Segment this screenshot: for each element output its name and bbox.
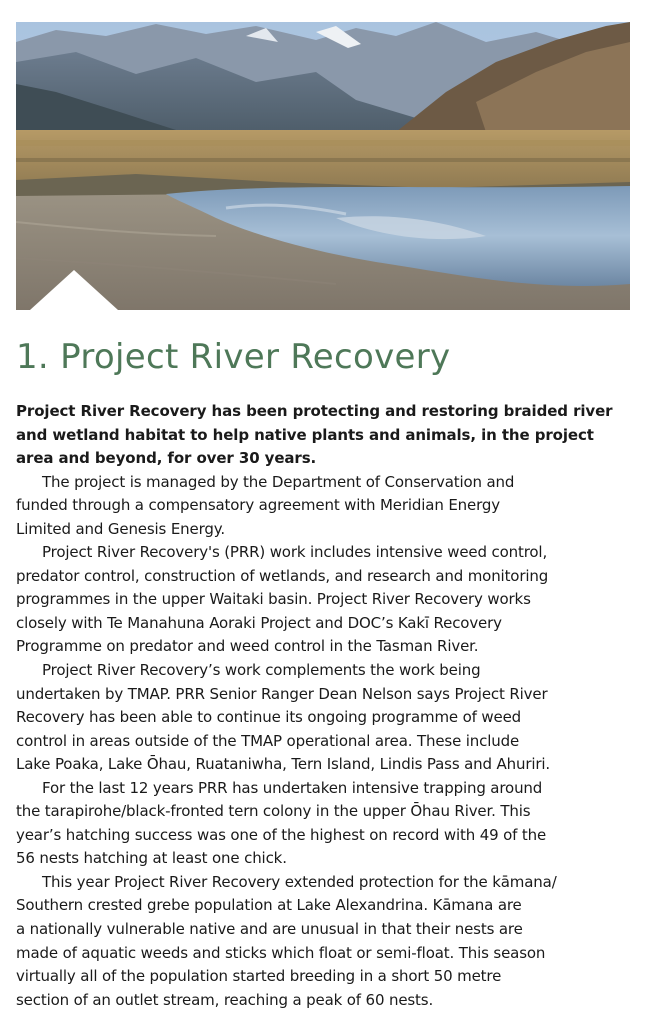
article-body xyxy=(16,400,636,1012)
paragraph-line: Programme on predator and weed control in the Tasman River. xyxy=(16,637,479,656)
paragraph-line: programmes in the upper Waitaki basin. Project River Recovery works xyxy=(16,590,531,609)
paragraph-line: 56 nests hatching at least one chick. xyxy=(16,849,287,868)
paragraph-line: predator control, construction of wetlands, and research and monitoring xyxy=(16,566,549,585)
lead-line: and wetland habitat to help native plants and animals, in the project xyxy=(16,425,594,444)
paragraph-line: Lake Poaka, Lake Ōhau, Ruataniwha, Tern Island, Lindis Pass and Ahuriri. xyxy=(16,755,551,774)
paragraph-line: undertaken by TMAP. PRR Senior Ranger Dean Nelson says Project River xyxy=(16,684,548,703)
paragraph-line: the tarapirohe/black-fronted tern colony in the upper Ōhau River. This xyxy=(16,802,531,821)
paragraph-line: Project River Recovery’s work complements the work being xyxy=(42,661,481,680)
lead-line: Project River Recovery has been protecting and restoring braided river xyxy=(16,402,613,420)
paragraph-line: closely with Te Manahuna Aoraki Project and DOC’s Kakī Recovery xyxy=(16,613,502,632)
paragraph-line: funded through a compensatory agreement with Meridian Energy xyxy=(16,496,500,515)
paragraph-line: Limited and Genesis Energy. xyxy=(16,519,225,538)
lead-line: area and beyond, for over 30 years. xyxy=(16,449,317,468)
paragraph-line: section of an outlet stream, reaching a peak of 60 nests. xyxy=(16,990,434,1009)
river-valley-photo xyxy=(16,22,630,310)
paragraph-line: This year Project River Recovery extended protection for the kāmana/ xyxy=(42,872,557,891)
paragraph-line: control in areas outside of the TMAP operational area. These include xyxy=(16,731,520,750)
paragraph-line: Project River Recovery's (PRR) work includes intensive weed control, xyxy=(42,543,548,562)
paragraph-line: year’s hatching success was one of the highest on record with 49 of the xyxy=(16,825,547,844)
paragraph-line: Southern crested grebe population at Lake Alexandrina. Kāmana are xyxy=(16,896,522,915)
page-title: 1. Project River Recovery xyxy=(16,337,451,377)
paragraph-line: virtually all of the population started breeding in a short 50 metre xyxy=(16,967,502,986)
paragraph-line: Recovery has been able to continue its ongoing programme of weed xyxy=(16,708,522,727)
paragraph-line: made of aquatic weeds and sticks which float or semi-float. This season xyxy=(16,943,546,962)
paragraph-line: The project is managed by the Department of Conservation and xyxy=(42,472,515,491)
paragraph-line: For the last 12 years PRR has undertaken intensive trapping around xyxy=(42,778,543,797)
paragraph-line: a nationally vulnerable native and are unusual in that their nests are xyxy=(16,920,523,939)
